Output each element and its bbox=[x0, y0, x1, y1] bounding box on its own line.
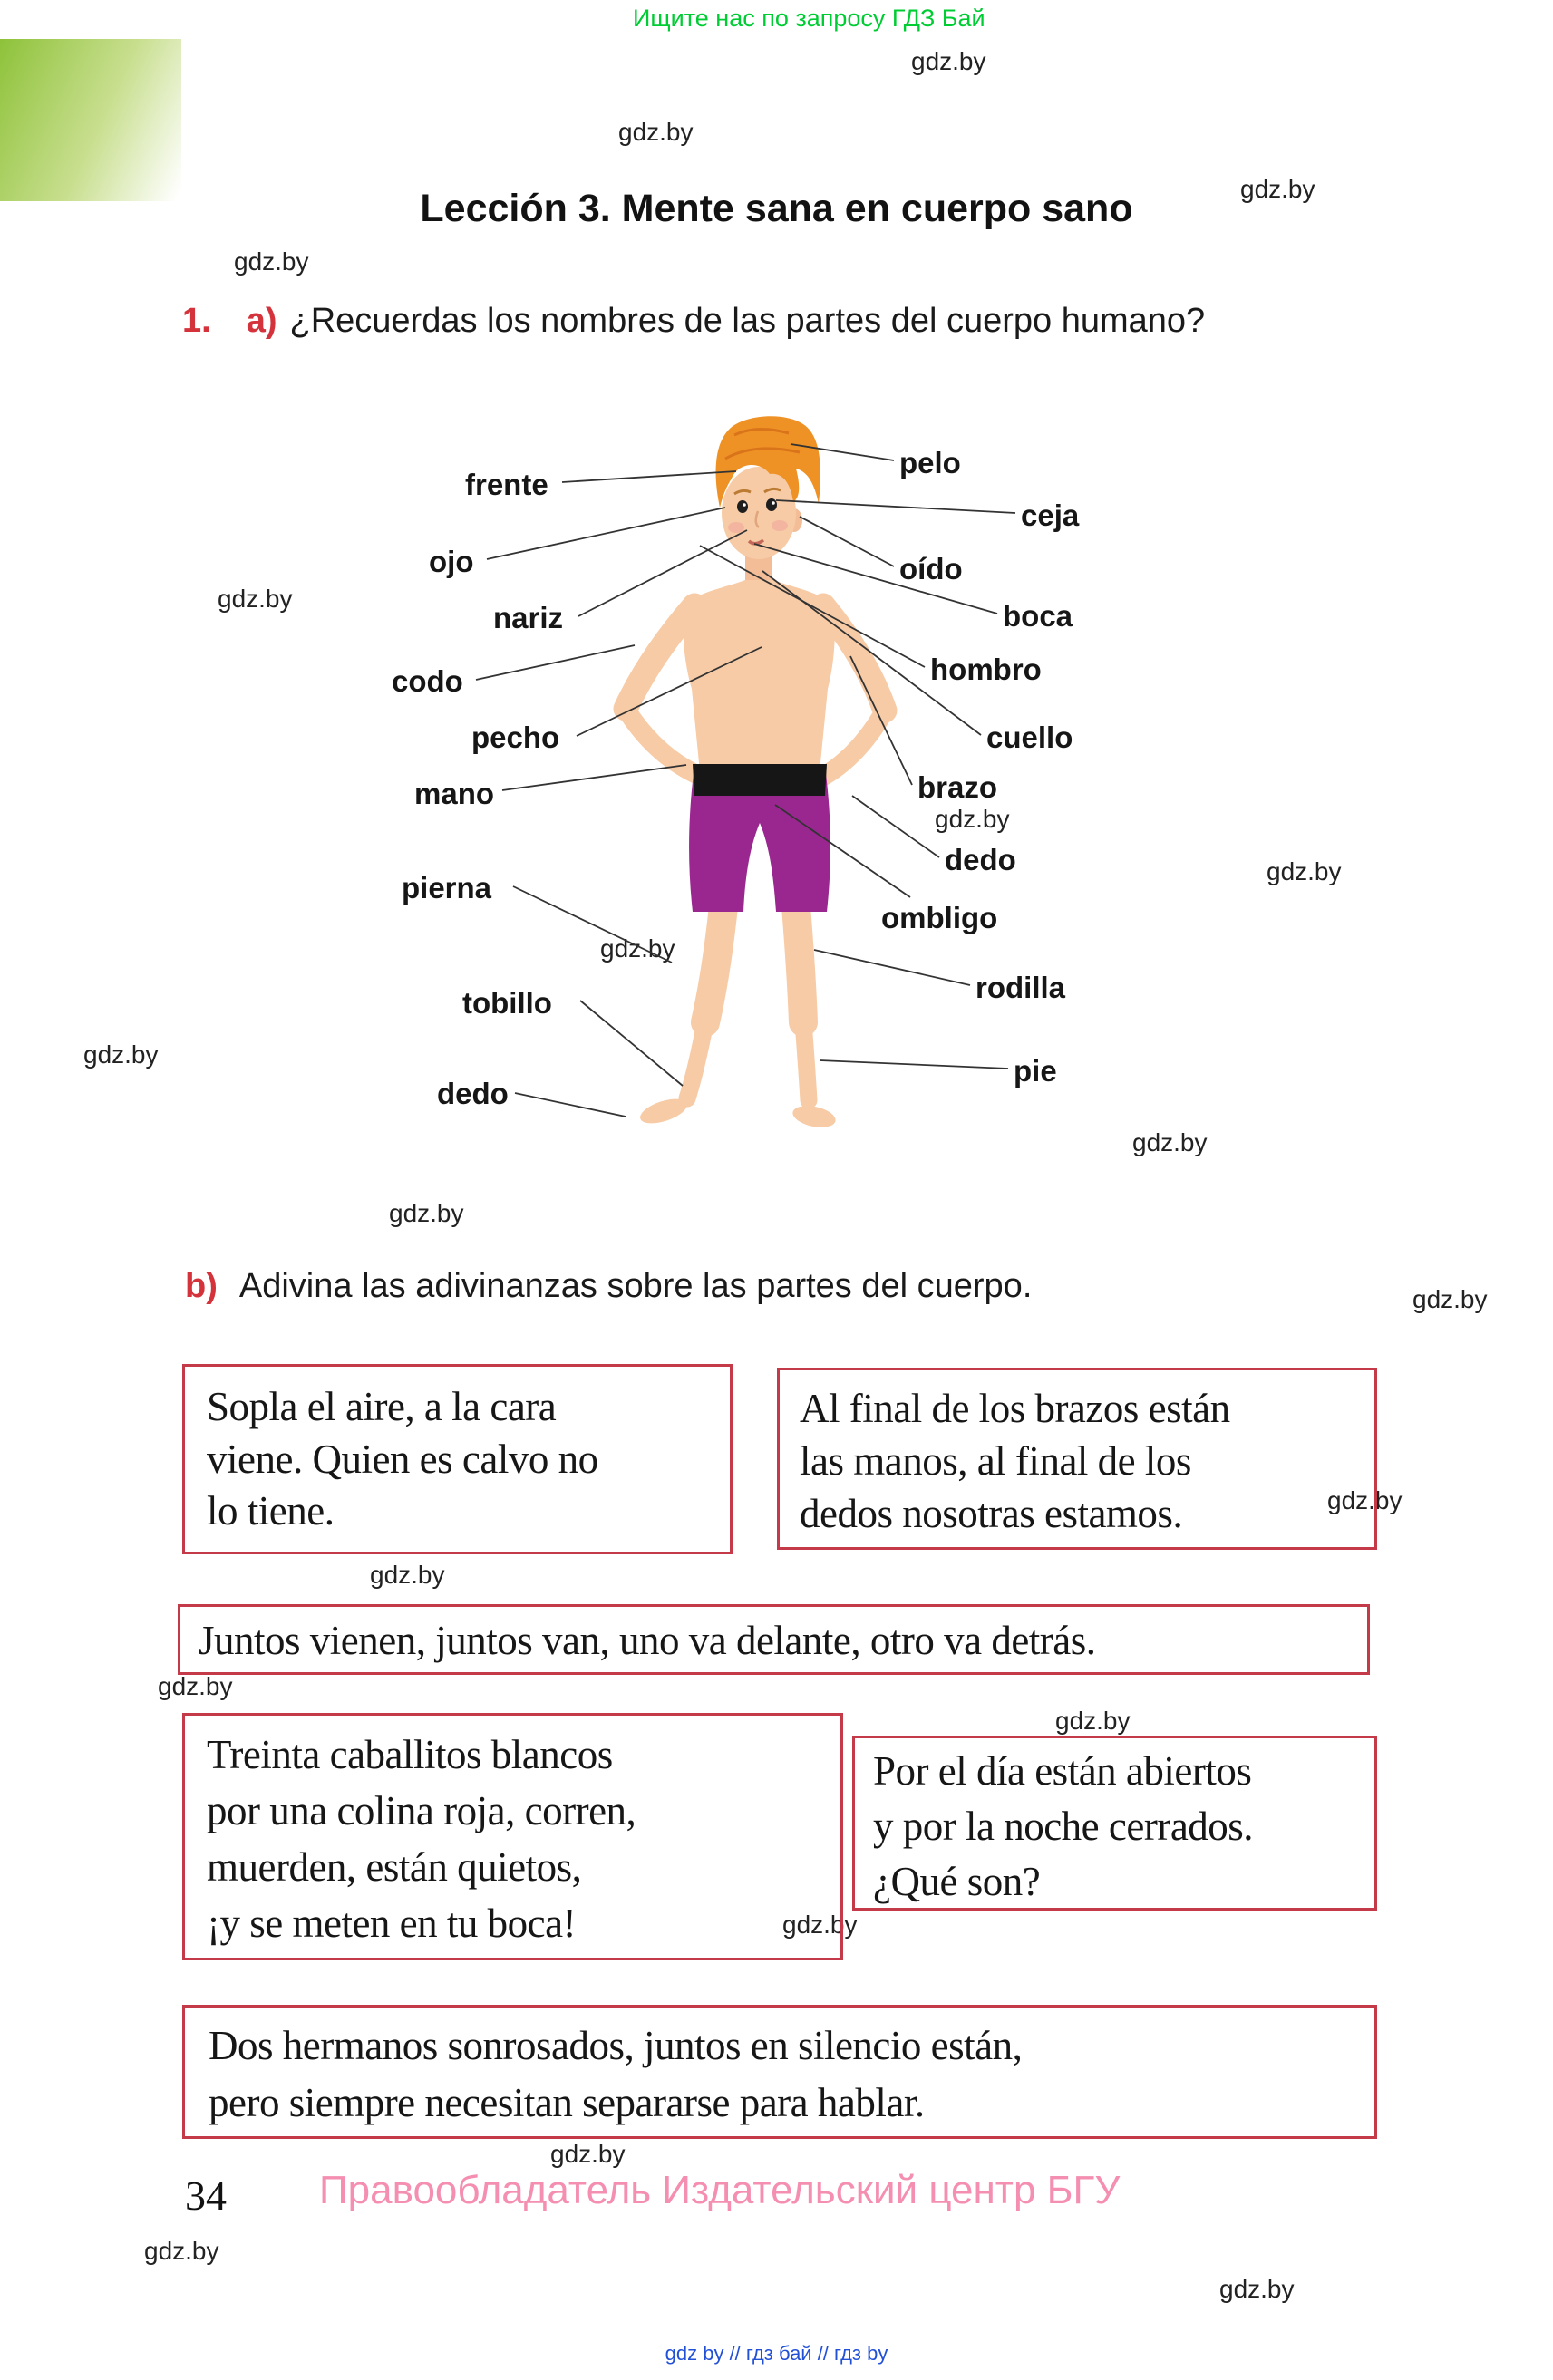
gdz-watermark: gdz.by bbox=[370, 1561, 445, 1589]
gdz-watermark: gdz.by bbox=[550, 2140, 626, 2168]
body-part-label-dedo-pie: dedo bbox=[437, 1077, 509, 1110]
gdz-watermark: gdz.by bbox=[618, 118, 694, 146]
exercise-1b-row bbox=[185, 1267, 1032, 1306]
body-part-label-pelo: pelo bbox=[899, 446, 961, 479]
gdz-watermark: gdz.by bbox=[1267, 857, 1342, 885]
exercise-part-a-text: ¿Recuerdas los nombres de las partes del cuerpo humano? bbox=[289, 302, 1206, 340]
riddle-line: ¡y se meten en tu boca! bbox=[207, 1901, 577, 1947]
body-part-label-pecho: pecho bbox=[471, 721, 560, 754]
gdz-watermark: gdz.by bbox=[1055, 1707, 1131, 1735]
riddle-line: viene. Quien es calvo no bbox=[207, 1436, 598, 1482]
gdz-watermark: gdz.by bbox=[1219, 2275, 1295, 2303]
riddle-line: por una colina roja, corren, bbox=[207, 1788, 636, 1834]
body-part-label-mano: mano bbox=[414, 777, 495, 810]
riddle-line: y por la noche cerrados. bbox=[873, 1803, 1254, 1849]
footer-links: gdz by // гдз бай // гдз by bbox=[665, 2342, 888, 2365]
body-part-label-boca: boca bbox=[1003, 599, 1073, 633]
body-part-label-cuello: cuello bbox=[986, 721, 1073, 754]
body-part-label-oido: oído bbox=[899, 552, 963, 585]
gdz-watermark: gdz.by bbox=[144, 2237, 219, 2265]
body-part-label-pierna: pierna bbox=[402, 871, 492, 905]
exercise-part-b-label: b) bbox=[185, 1267, 218, 1305]
riddle-box-1 bbox=[182, 1364, 733, 1554]
gdz-watermark: gdz.by bbox=[782, 1911, 858, 1939]
gdz-watermark: gdz.by bbox=[234, 247, 309, 276]
riddle-line: lo tiene. bbox=[207, 1488, 335, 1534]
gdz-watermark: gdz.by bbox=[1412, 1285, 1488, 1313]
green-gradient-square bbox=[0, 39, 181, 201]
riddle-line: Al final de los brazos están bbox=[800, 1386, 1230, 1431]
riddle-box-6 bbox=[182, 2005, 1377, 2139]
riddle-box-4 bbox=[182, 1713, 843, 1960]
exercise-number: 1. bbox=[182, 302, 211, 340]
gdz-watermark: gdz.by bbox=[911, 47, 986, 75]
body-part-label-pie: pie bbox=[1014, 1054, 1057, 1088]
copyright-text: Правообладатель Издательский центр БГУ bbox=[319, 2168, 1121, 2212]
riddle-line: dedos nosotras estamos. bbox=[800, 1491, 1183, 1537]
gdz-watermark: gdz.by bbox=[1327, 1486, 1403, 1514]
gdz-watermark: gdz.by bbox=[1240, 175, 1315, 203]
riddle-line: Juntos vienen, juntos van, uno va delante, otro va detrás. bbox=[199, 1618, 1096, 1663]
riddle-box-3 bbox=[178, 1604, 1370, 1675]
lesson-title: Lección 3. Mente sana en cuerpo sano bbox=[420, 187, 1133, 230]
body-part-label-nariz: nariz bbox=[493, 601, 564, 634]
riddle-line: Sopla el aire, a la cara bbox=[207, 1384, 557, 1429]
exercise-part-a-label: a) bbox=[246, 302, 277, 340]
body-part-label-dedo-mano: dedo bbox=[945, 843, 1016, 876]
riddle-box-5 bbox=[852, 1736, 1377, 1911]
body-diagram-figure bbox=[0, 412, 1553, 1169]
gdz-watermark: gdz.by bbox=[600, 934, 675, 963]
exercise-part-b-text: Adivina las adivinanzas sobre las partes del cuerpo. bbox=[238, 1267, 1033, 1305]
body-part-label-codo: codo bbox=[392, 664, 463, 698]
body-part-label-ceja: ceja bbox=[1021, 498, 1080, 532]
exercise-1a-row bbox=[182, 302, 1205, 341]
gdz-watermark: gdz.by bbox=[935, 805, 1010, 833]
riddle-line: pero siempre necesitan separarse para hablar. bbox=[209, 2080, 925, 2125]
gdz-watermark: gdz.by bbox=[218, 585, 293, 613]
body-part-label-rodilla: rodilla bbox=[975, 971, 1066, 1004]
riddle-line: ¿Qué son? bbox=[873, 1858, 1041, 1904]
promo-text: Ищите нас по запросу ГДЗ Бай bbox=[633, 5, 985, 32]
gdz-watermark: gdz.by bbox=[83, 1040, 159, 1069]
body-part-label-tobillo: tobillo bbox=[462, 986, 552, 1020]
body-part-label-ombligo: ombligo bbox=[881, 901, 998, 934]
body-part-label-ojo: ojo bbox=[429, 545, 474, 578]
riddle-line: muerden, están quietos, bbox=[207, 1844, 582, 1891]
riddle-line: las manos, al final de los bbox=[800, 1438, 1191, 1485]
page-number: 34 bbox=[185, 2172, 227, 2219]
gdz-watermark: gdz.by bbox=[1132, 1128, 1208, 1156]
riddle-line: Dos hermanos sonrosados, juntos en silencio están, bbox=[209, 2023, 1023, 2068]
riddle-line: Por el día están abiertos bbox=[873, 1748, 1252, 1794]
gdz-watermark: gdz.by bbox=[389, 1199, 464, 1227]
body-part-label-brazo: brazo bbox=[917, 770, 998, 804]
body-part-label-frente: frente bbox=[465, 468, 548, 501]
riddle-box-2 bbox=[777, 1368, 1377, 1550]
riddle-line: Treinta caballitos blancos bbox=[207, 1732, 613, 1777]
body-part-label-hombro: hombro bbox=[930, 653, 1042, 686]
boy-figure bbox=[626, 416, 885, 1130]
gdz-watermark: gdz.by bbox=[158, 1672, 233, 1700]
